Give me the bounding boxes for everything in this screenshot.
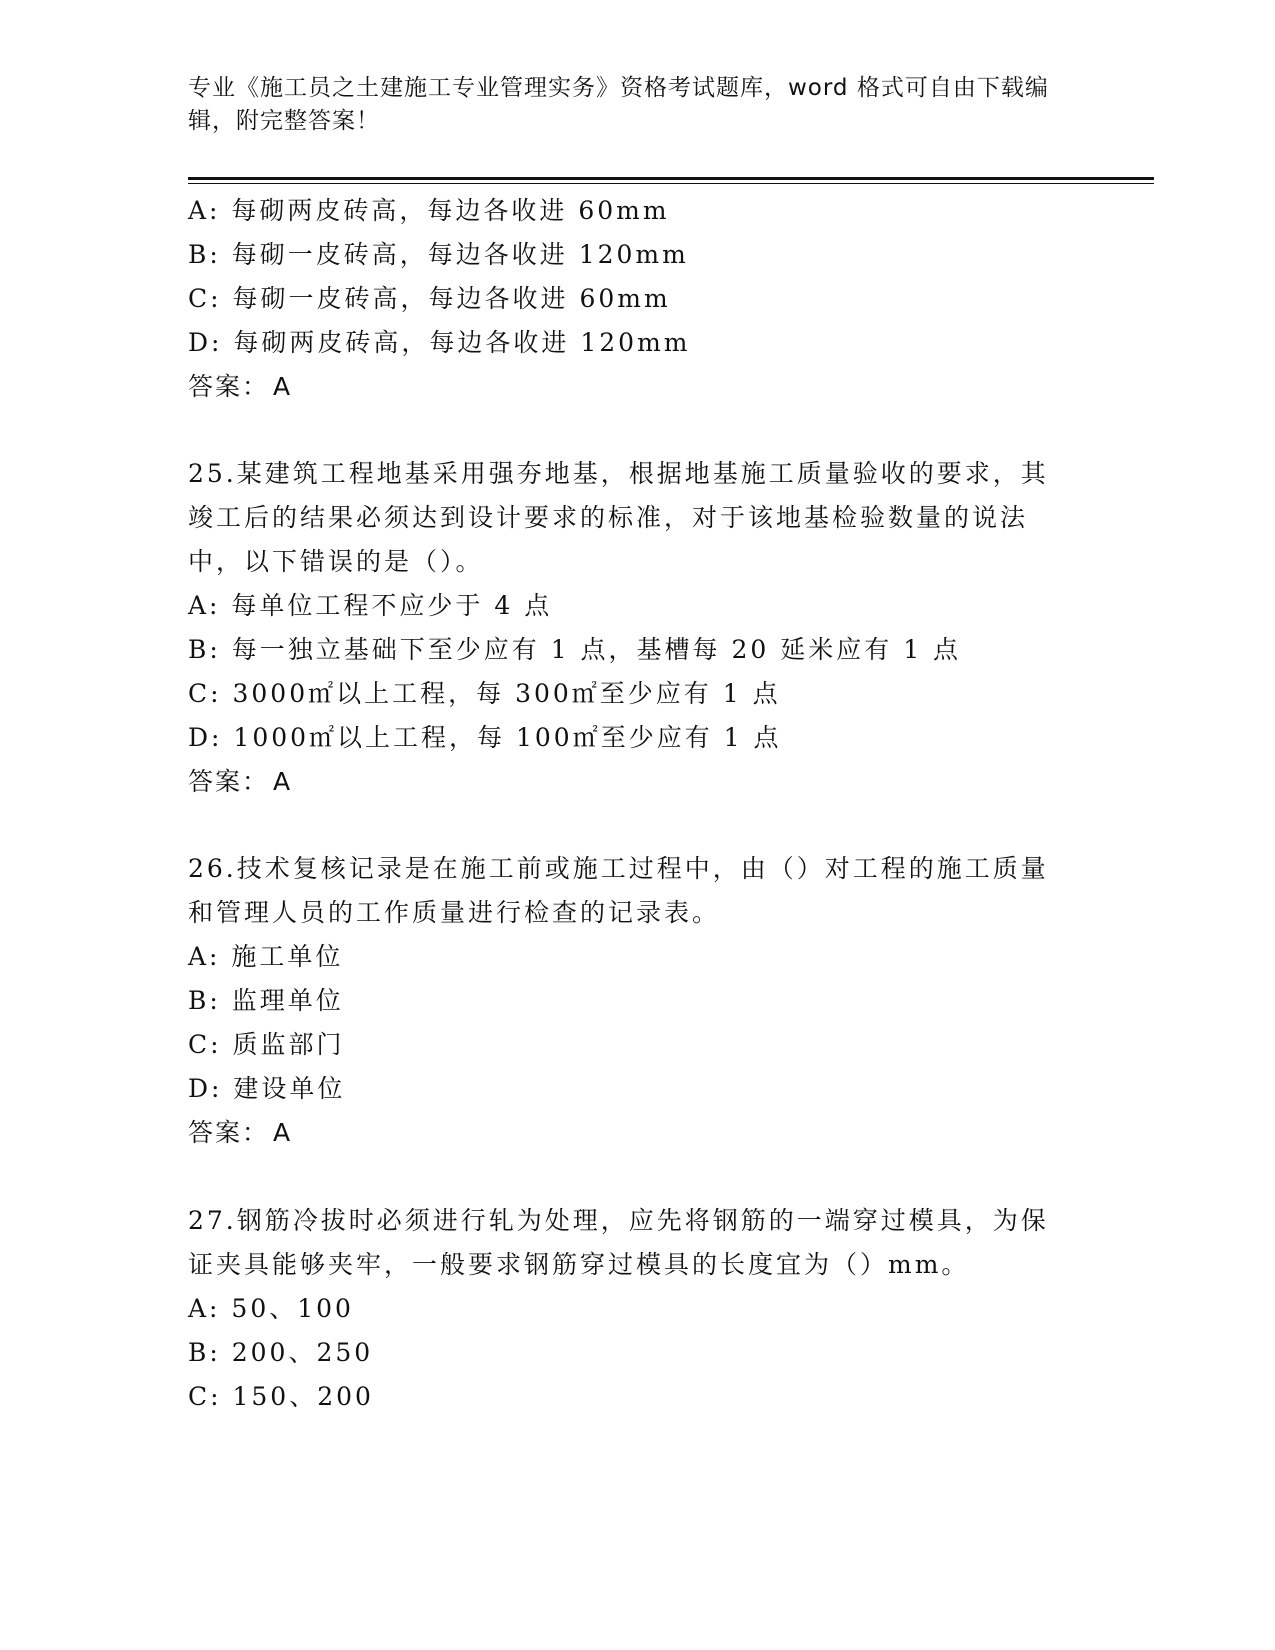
question-stem-line: 中，以下错误的是（）。: [188, 547, 484, 576]
answer-label: 答案：: [188, 767, 270, 796]
question-stem-line: 和管理人员的工作质量进行检查的记录表。: [188, 898, 721, 927]
option-a: A: 施工单位: [188, 942, 344, 971]
option-b: B: 监理单位: [188, 986, 344, 1015]
option-c: C: 质监部门: [188, 1030, 345, 1059]
answer-value: A: [273, 372, 293, 401]
question-stem-line: 证夹具能够夹牢，一般要求钢筋穿过模具的长度宜为（）mm。: [188, 1250, 970, 1279]
header-divider-thin: [188, 183, 1154, 184]
answer-value: A: [273, 1118, 293, 1147]
option-c: C: 每砌一皮砖高，每边各收进 60mm: [188, 284, 671, 313]
header-divider-thick: [188, 177, 1154, 180]
question-stem-line: 27.钢筋冷拔时必须进行轧为处理，应先将钢筋的一端穿过模具，为保: [188, 1206, 1049, 1235]
option-c: C: 150、200: [188, 1382, 374, 1411]
answer-label: 答案：: [188, 1118, 270, 1147]
option-d: D: 1000㎡以上工程，每 100㎡至少应有 1 点: [188, 723, 782, 752]
option-a: A: 50、100: [188, 1294, 354, 1323]
header-line-1: 专业《施工员之土建施工专业管理实务》资格考试题库，word 格式可自由下载编: [188, 75, 1049, 101]
answer-line: [188, 766, 292, 798]
answer-line: [188, 371, 292, 403]
question-stem-line: 竣工后的结果必须达到设计要求的标准，对于该地基检验数量的说法: [188, 503, 1029, 532]
option-d: D: 每砌两皮砖高，每边各收进 120mm: [188, 328, 691, 357]
document-header: [188, 72, 1088, 138]
answer-value: A: [273, 767, 293, 796]
question-stem-line: 25.某建筑工程地基采用强夯地基，根据地基施工质量验收的要求，其: [188, 459, 1049, 488]
option-c: C: 3000㎡以上工程，每 300㎡至少应有 1 点: [188, 679, 781, 708]
option-d: D: 建设单位: [188, 1074, 346, 1103]
option-a: A: 每砌两皮砖高，每边各收进 60mm: [188, 196, 670, 225]
answer-label: 答案：: [188, 372, 270, 401]
header-line-2: 辑，附完整答案！: [188, 108, 380, 134]
option-b: B: 200、250: [188, 1338, 374, 1367]
question-stem-line: 26.技术复核记录是在施工前或施工过程中，由（）对工程的施工质量: [188, 854, 1049, 883]
option-b: B: 每砌一皮砖高，每边各收进 120mm: [188, 240, 689, 269]
option-b: B: 每一独立基础下至少应有 1 点，基槽每 20 延米应有 1 点: [188, 635, 962, 664]
option-a: A: 每单位工程不应少于 4 点: [188, 591, 553, 620]
answer-line: [188, 1117, 292, 1149]
